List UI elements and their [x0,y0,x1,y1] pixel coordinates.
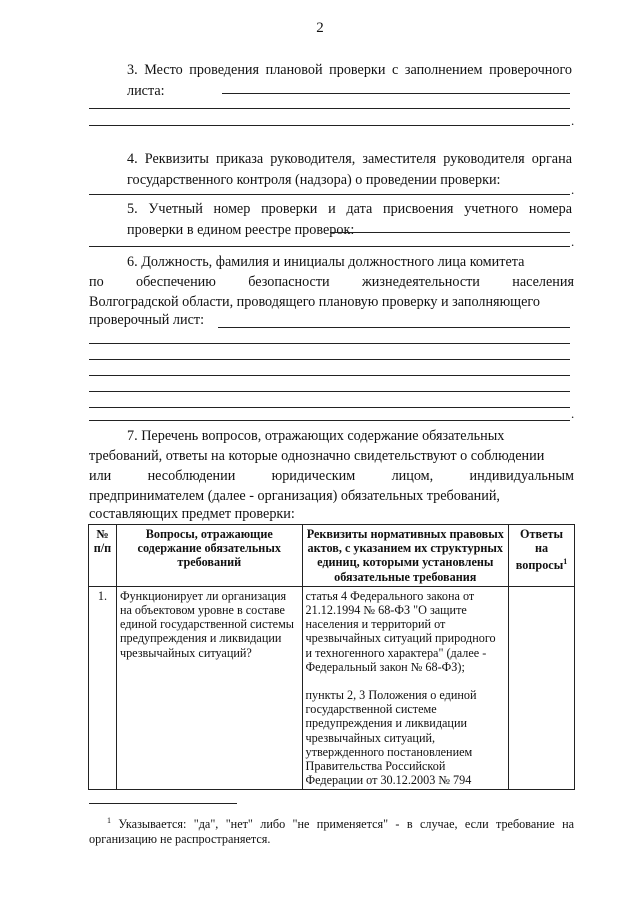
table-row [89,586,575,790]
table-header-row [89,525,575,587]
row-answer [509,586,575,790]
line-end-period: . [571,406,575,421]
footnote [89,814,574,846]
footnote-separator [89,803,237,804]
fill-line [89,391,570,392]
row-question: Функционирует ли организация на объектовом уровне в составе единой государственной системы предупреждения и ликвидации чрезвычайных ситуаций? [116,586,302,790]
item-6-line-2: по обеспечению безопасности жизнедеятельности населения [89,274,574,290]
item-7-line-4: предпринимателем (далее - организация) обязательных требований, [89,488,500,504]
page-number: 2 [316,20,324,36]
fill-line [89,108,570,109]
fill-line [89,359,570,360]
footnote-ref: 1 [563,557,568,567]
fill-line [222,93,570,94]
fill-line [218,327,570,328]
item-7-line-5: составляющих предмет проверки: [89,506,295,522]
line-end-period: . [571,113,575,128]
row-num: 1. [89,586,117,790]
row-requisites: статья 4 Федерального закона от 21.12.1994 № 68-ФЗ "О защите населения и территорий от чрезвычайных ситуаций природного и техногенного характера" (далее - Федеральный закон № 68-ФЗ); пункты 2, 3 Положения о единой государственной системе предупреждения и ликвидации чрезвычайных ситуаций, утвержденного постановлением Правительства Российской Федерации от 30.12.2003 № 794 [302,586,508,790]
fill-line [89,125,570,126]
header-requisites: Реквизиты нормативных правовых актов, с указанием их структурных единиц, которыми установлены обязательные требования [302,525,508,587]
fill-line [89,246,570,247]
footnote-mark: 1 [107,816,111,825]
header-questions: Вопросы, отражающие содержание обязательных требований [116,525,302,587]
footnote-text: Указывается: "да", "нет" либо "не применяется" - в случае, если требование на организацию не распространяется. [89,817,575,846]
fill-line [330,232,570,233]
item-6-line-3: Волгоградской области, проводящего плановую проверку и заполняющего [89,294,540,310]
item-6-line-4: проверочный лист: [89,312,205,328]
line-end-period: . [571,182,575,197]
item-4-text: 4. Реквизиты приказа руководителя, заместителя руководителя органа государственного контроля (надзора) о проведении проверки: [127,151,572,188]
fill-line [89,343,570,344]
header-answers: Ответы на вопросы$^1$ [509,525,575,587]
fill-line [89,407,570,408]
header-num: № п/п [89,525,117,587]
item-6-line-1: 6. Должность, фамилия и инициалы должностного лица комитета [127,254,525,270]
item-7-line-3: или несоблюдении юридическим лицом, индивидуальным [89,468,574,484]
fill-line [89,375,570,376]
fill-line [89,194,570,195]
line-end-period: . [571,234,575,249]
item-3-text: 3. Место проведения плановой проверки с заполнением проверочного листа: [127,62,572,99]
item-7-line-2: требований, ответы на которые однозначно свидетельствуют о соблюдении [89,448,545,464]
item-7-line-1: 7. Перечень вопросов, отражающих содержание обязательных [127,428,505,444]
fill-line [89,420,570,421]
item-5-text: 5. Учетный номер проверки и дата присвоения учетного номера проверки в едином реестре проверок: [127,201,572,238]
requirements-table [88,524,575,790]
